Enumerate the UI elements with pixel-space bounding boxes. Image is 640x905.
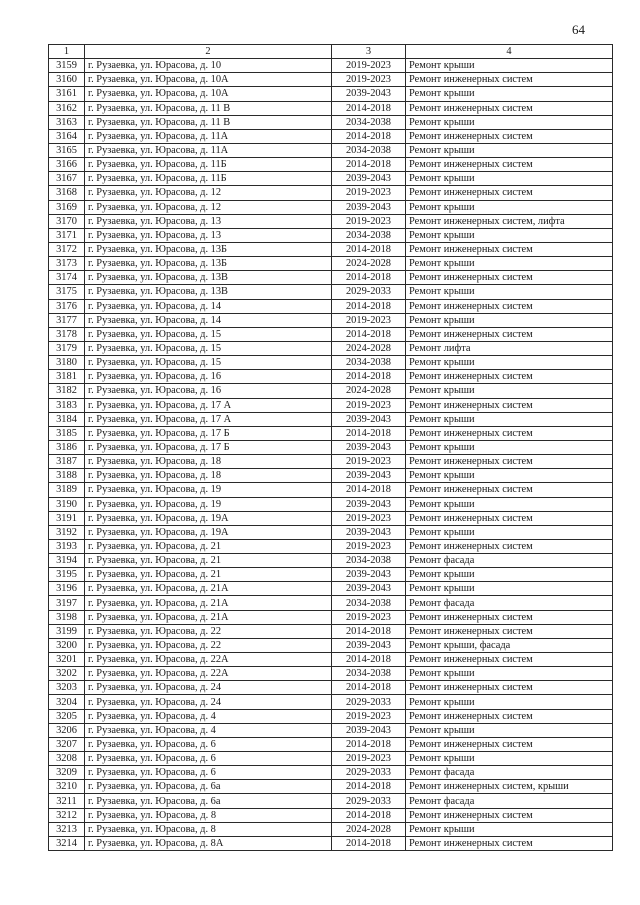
work-type-cell: Ремонт инженерных систем — [406, 101, 613, 115]
address-cell: г. Рузаевка, ул. Юрасова, д. 4 — [85, 723, 332, 737]
row-number: 3191 — [49, 511, 85, 525]
address-cell: г. Рузаевка, ул. Юрасова, д. 19А — [85, 511, 332, 525]
period-cell: 2039-2043 — [332, 525, 406, 539]
address-cell: г. Рузаевка, ул. Юрасова, д. 21 — [85, 568, 332, 582]
table-row — [49, 808, 613, 822]
column-header-number: 1 — [49, 45, 85, 59]
work-type-cell: Ремонт крыши — [406, 667, 613, 681]
address-cell: г. Рузаевка, ул. Юрасова, д. 13В — [85, 271, 332, 285]
work-type-cell: Ремонт инженерных систем — [406, 709, 613, 723]
address-cell: г. Рузаевка, ул. Юрасова, д. 10А — [85, 73, 332, 87]
period-cell: 2014-2018 — [332, 808, 406, 822]
work-type-cell: Ремонт крыши — [406, 440, 613, 454]
period-cell: 2039-2043 — [332, 469, 406, 483]
row-number: 3190 — [49, 497, 85, 511]
work-type-cell: Ремонт крыши — [406, 525, 613, 539]
period-cell: 2019-2023 — [332, 313, 406, 327]
row-number: 3185 — [49, 426, 85, 440]
row-number: 3182 — [49, 384, 85, 398]
table-row — [49, 596, 613, 610]
work-type-cell: Ремонт инженерных систем — [406, 737, 613, 751]
period-cell: 2014-2018 — [332, 624, 406, 638]
row-number: 3164 — [49, 129, 85, 143]
work-type-cell: Ремонт крыши — [406, 228, 613, 242]
row-number: 3195 — [49, 568, 85, 582]
period-cell: 2019-2023 — [332, 59, 406, 73]
address-cell: г. Рузаевка, ул. Юрасова, д. 12 — [85, 186, 332, 200]
address-cell: г. Рузаевка, ул. Юрасова, д. 17 А — [85, 412, 332, 426]
period-cell: 2019-2023 — [332, 752, 406, 766]
table-row — [49, 695, 613, 709]
address-cell: г. Рузаевка, ул. Юрасова, д. 22А — [85, 653, 332, 667]
address-cell: г. Рузаевка, ул. Юрасова, д. 22 — [85, 638, 332, 652]
row-number: 3212 — [49, 808, 85, 822]
period-cell: 2014-2018 — [332, 242, 406, 256]
work-type-cell: Ремонт инженерных систем — [406, 271, 613, 285]
work-type-cell: Ремонт инженерных систем — [406, 511, 613, 525]
table-row — [49, 455, 613, 469]
work-type-cell: Ремонт лифта — [406, 341, 613, 355]
work-type-cell: Ремонт инженерных систем — [406, 370, 613, 384]
row-number: 3201 — [49, 653, 85, 667]
work-type-cell: Ремонт инженерных систем — [406, 129, 613, 143]
work-type-cell: Ремонт инженерных систем, лифта — [406, 214, 613, 228]
row-number: 3183 — [49, 398, 85, 412]
row-number: 3211 — [49, 794, 85, 808]
address-cell: г. Рузаевка, ул. Юрасова, д. 10 — [85, 59, 332, 73]
work-type-cell: Ремонт инженерных систем — [406, 624, 613, 638]
period-cell: 2029-2033 — [332, 766, 406, 780]
table-row — [49, 624, 613, 638]
row-number: 3178 — [49, 327, 85, 341]
row-number: 3176 — [49, 299, 85, 313]
row-number: 3163 — [49, 115, 85, 129]
row-number: 3184 — [49, 412, 85, 426]
row-number: 3174 — [49, 271, 85, 285]
row-number: 3160 — [49, 73, 85, 87]
period-cell: 2019-2023 — [332, 455, 406, 469]
address-cell: г. Рузаевка, ул. Юрасова, д. 11А — [85, 129, 332, 143]
address-cell: г. Рузаевка, ул. Юрасова, д. 6 — [85, 737, 332, 751]
row-number: 3168 — [49, 186, 85, 200]
work-type-cell: Ремонт инженерных систем — [406, 539, 613, 553]
period-cell: 2014-2018 — [332, 158, 406, 172]
row-number: 3179 — [49, 341, 85, 355]
row-number: 3203 — [49, 681, 85, 695]
address-cell: г. Рузаевка, ул. Юрасова, д. 17 Б — [85, 426, 332, 440]
work-type-cell: Ремонт инженерных систем — [406, 681, 613, 695]
row-number: 3187 — [49, 455, 85, 469]
period-cell: 2039-2043 — [332, 638, 406, 652]
address-cell: г. Рузаевка, ул. Юрасова, д. 8 — [85, 822, 332, 836]
address-cell: г. Рузаевка, ул. Юрасова, д. 24 — [85, 695, 332, 709]
work-type-cell: Ремонт крыши, фасада — [406, 638, 613, 652]
period-cell: 2019-2023 — [332, 511, 406, 525]
row-number: 3199 — [49, 624, 85, 638]
address-cell: г. Рузаевкa, ул. Юрасова, д. 8 — [85, 808, 332, 822]
period-cell: 2034-2038 — [332, 143, 406, 157]
period-cell: 2014-2018 — [332, 681, 406, 695]
table-row — [49, 723, 613, 737]
row-number: 3200 — [49, 638, 85, 652]
period-cell: 2029-2033 — [332, 695, 406, 709]
work-type-cell: Ремонт крыши — [406, 497, 613, 511]
table-row — [49, 257, 613, 271]
address-cell: г. Рузаевка, ул. Юрасова, д. 11Б — [85, 172, 332, 186]
table-row — [49, 242, 613, 256]
address-cell: г. Рузаевка, ул. Юрасова, д. 24 — [85, 681, 332, 695]
address-cell: г. Рузаевка, ул. Юрасова, д. 6а — [85, 780, 332, 794]
period-cell: 2019-2023 — [332, 610, 406, 624]
work-type-cell: Ремонт крыши — [406, 257, 613, 271]
period-cell: 2034-2038 — [332, 115, 406, 129]
table-row — [49, 554, 613, 568]
row-number: 3196 — [49, 582, 85, 596]
row-number: 3194 — [49, 554, 85, 568]
address-cell: г. Рузаевка, ул. Юрасова, д. 13 — [85, 214, 332, 228]
table-row — [49, 186, 613, 200]
row-number: 3188 — [49, 469, 85, 483]
address-cell: г. Рузаевка, ул. Юрасова, д. 14 — [85, 313, 332, 327]
table-row — [49, 440, 613, 454]
period-cell: 2039-2043 — [332, 412, 406, 426]
row-number: 3171 — [49, 228, 85, 242]
work-type-cell: Ремонт крыши — [406, 285, 613, 299]
address-cell: г. Рузаевка, ул. Юрасова, д. 13 — [85, 228, 332, 242]
address-cell: г. Рузаевка, ул. Юрасова, д. 13Б — [85, 242, 332, 256]
period-cell: 2014-2018 — [332, 426, 406, 440]
address-cell: г. Рузаевка, ул. Юрасова, д. 6а — [85, 794, 332, 808]
address-cell: г. Рузаевка, ул. Юрасова, д. 21 — [85, 554, 332, 568]
table-row — [49, 822, 613, 836]
row-number: 3181 — [49, 370, 85, 384]
work-type-cell: Ремонт крыши — [406, 384, 613, 398]
period-cell: 2019-2023 — [332, 539, 406, 553]
period-cell: 2034-2038 — [332, 667, 406, 681]
period-cell: 2019-2023 — [332, 709, 406, 723]
work-type-cell: Ремонт инженерных систем — [406, 808, 613, 822]
table-row — [49, 752, 613, 766]
work-type-cell: Ремонт инженерных систем — [406, 483, 613, 497]
work-type-cell: Ремонт инженерных систем — [406, 426, 613, 440]
period-cell: 2029-2033 — [332, 285, 406, 299]
period-cell: 2039-2043 — [332, 172, 406, 186]
table-header-row — [49, 45, 613, 59]
period-cell: 2039-2043 — [332, 497, 406, 511]
period-cell: 2039-2043 — [332, 582, 406, 596]
address-cell: г. Рузаевка, ул. Юрасова, д. 11А — [85, 143, 332, 157]
work-type-cell: Ремонт фасада — [406, 596, 613, 610]
row-number: 3173 — [49, 257, 85, 271]
column-header-address: 2 — [85, 45, 332, 59]
table-row — [49, 568, 613, 582]
table-row — [49, 101, 613, 115]
table-row — [49, 412, 613, 426]
table-row — [49, 228, 613, 242]
address-cell: г. Рузаевка, ул. Юрасова, д. 15 — [85, 327, 332, 341]
address-cell: г. Рузаевка, ул. Юрасова, д. 17 А — [85, 398, 332, 412]
table-row — [49, 709, 613, 723]
address-cell: г. Рузаевка, ул. Юрасова, д. 19 — [85, 497, 332, 511]
table-row — [49, 59, 613, 73]
period-cell: 2019-2023 — [332, 186, 406, 200]
row-number: 3165 — [49, 143, 85, 157]
period-cell: 2014-2018 — [332, 737, 406, 751]
period-cell: 2024-2028 — [332, 822, 406, 836]
table-row — [49, 582, 613, 596]
period-cell: 2039-2043 — [332, 87, 406, 101]
period-cell: 2034-2038 — [332, 356, 406, 370]
row-number: 3208 — [49, 752, 85, 766]
table-row — [49, 398, 613, 412]
work-type-cell: Ремонт крыши — [406, 469, 613, 483]
period-cell: 2014-2018 — [332, 483, 406, 497]
table-row — [49, 129, 613, 143]
period-cell: 2039-2043 — [332, 200, 406, 214]
row-number: 3210 — [49, 780, 85, 794]
row-number: 3214 — [49, 836, 85, 850]
address-cell: г. Рузаевка, ул. Юрасова, д. 12 — [85, 200, 332, 214]
row-number: 3186 — [49, 440, 85, 454]
address-cell: г. Рузаевка, ул. Юрасова, д. 11Б — [85, 158, 332, 172]
table-row — [49, 214, 613, 228]
table-row — [49, 737, 613, 751]
work-type-cell: Ремонт инженерных систем — [406, 242, 613, 256]
address-cell: г. Рузаевка, ул. Юрасова, д. 18 — [85, 455, 332, 469]
period-cell: 2034-2038 — [332, 596, 406, 610]
table-row — [49, 653, 613, 667]
work-type-cell: Ремонт фасада — [406, 794, 613, 808]
address-cell: г. Рузаевка, ул. Юрасова, д. 21А — [85, 596, 332, 610]
address-cell: г. Рузаевка, ул. Юрасова, д. 6 — [85, 752, 332, 766]
address-cell: г. Рузаевка, ул. Юрасова, д. 6 — [85, 766, 332, 780]
work-type-cell: Ремонт крыши — [406, 723, 613, 737]
address-cell: г. Рузаевка, ул. Юрасова, д. 8А — [85, 836, 332, 850]
address-cell: г. Рузаевка, ул. Юрасова, д. 18 — [85, 469, 332, 483]
row-number: 3202 — [49, 667, 85, 681]
address-cell: г. Рузаевка, ул. Юрасова, д. 4 — [85, 709, 332, 723]
table-row — [49, 384, 613, 398]
row-number: 3167 — [49, 172, 85, 186]
table-row — [49, 794, 613, 808]
table-row — [49, 539, 613, 553]
address-cell: г. Рузаевка, ул. Юрасова, д. 14 — [85, 299, 332, 313]
row-number: 3205 — [49, 709, 85, 723]
row-number: 3198 — [49, 610, 85, 624]
table-row — [49, 143, 613, 157]
table-row — [49, 73, 613, 87]
address-cell: г. Рузаевка, ул. Юрасова, д. 10А — [85, 87, 332, 101]
work-type-cell: Ремонт крыши — [406, 582, 613, 596]
table-row — [49, 87, 613, 101]
address-cell: г. Рузаевка, ул. Юрасова, д. 19А — [85, 525, 332, 539]
table-row — [49, 341, 613, 355]
table-row — [49, 469, 613, 483]
table-row — [49, 426, 613, 440]
period-cell: 2034-2038 — [332, 554, 406, 568]
table-row — [49, 780, 613, 794]
table-row — [49, 158, 613, 172]
work-type-cell: Ремонт инженерных систем — [406, 327, 613, 341]
work-type-cell: Ремонт крыши — [406, 200, 613, 214]
period-cell: 2024-2028 — [332, 341, 406, 355]
address-cell: г. Рузаевка, ул. Юрасова, д. 16 — [85, 370, 332, 384]
address-cell: г. Рузаевка, ул. Юрасова, д. 21А — [85, 582, 332, 596]
table-row — [49, 313, 613, 327]
column-header-period: 3 — [332, 45, 406, 59]
work-type-cell: Ремонт крыши — [406, 313, 613, 327]
table-body — [49, 59, 613, 851]
table-row — [49, 525, 613, 539]
work-type-cell: Ремонт инженерных систем — [406, 158, 613, 172]
work-type-cell: Ремонт крыши — [406, 172, 613, 186]
period-cell: 2029-2033 — [332, 794, 406, 808]
work-type-cell: Ремонт крыши — [406, 752, 613, 766]
table-row — [49, 172, 613, 186]
address-cell: г. Рузаевка, ул. Юрасова, д. 22А — [85, 667, 332, 681]
period-cell: 2024-2028 — [332, 384, 406, 398]
repair-schedule-table — [48, 44, 613, 851]
table-row — [49, 271, 613, 285]
table-row — [49, 681, 613, 695]
period-cell: 2019-2023 — [332, 73, 406, 87]
address-cell: г. Рузаевка, ул. Юрасова, д. 22 — [85, 624, 332, 638]
period-cell: 2014-2018 — [332, 370, 406, 384]
work-type-cell: Ремонт инженерных систем — [406, 73, 613, 87]
address-cell: г. Рузаевка, ул. Юрасова, д. 15 — [85, 341, 332, 355]
address-cell: г. Рузаевка, ул. Юрасова, д. 19 — [85, 483, 332, 497]
work-type-cell: Ремонт инженерных систем — [406, 610, 613, 624]
page-number: 64 — [572, 22, 585, 37]
table-row — [49, 511, 613, 525]
work-type-cell: Ремонт крыши — [406, 87, 613, 101]
row-number: 3206 — [49, 723, 85, 737]
address-cell: г. Рузаевка, ул. Юрасова, д. 21 — [85, 539, 332, 553]
period-cell: 2019-2023 — [332, 214, 406, 228]
work-type-cell: Ремонт инженерных систем — [406, 836, 613, 850]
row-number: 3172 — [49, 242, 85, 256]
table-row — [49, 370, 613, 384]
period-cell: 2019-2023 — [332, 398, 406, 412]
table-row — [49, 356, 613, 370]
row-number: 3177 — [49, 313, 85, 327]
work-type-cell: Ремонт инженерных систем — [406, 299, 613, 313]
address-cell: г. Рузаевка, ул. Юрасова, д. 13Б — [85, 257, 332, 271]
row-number: 3193 — [49, 539, 85, 553]
row-number: 3189 — [49, 483, 85, 497]
work-type-cell: Ремонт крыши — [406, 568, 613, 582]
address-cell: г. Рузаевка, ул. Юрасова, д. 15 — [85, 356, 332, 370]
work-type-cell: Ремонт фасада — [406, 766, 613, 780]
work-type-cell: Ремонт инженерных систем, крыши — [406, 780, 613, 794]
table-row — [49, 766, 613, 780]
period-cell: 2039-2043 — [332, 568, 406, 582]
work-type-cell: Ремонт крыши — [406, 356, 613, 370]
row-number: 3159 — [49, 59, 85, 73]
address-cell: г. Рузаевка, ул. Юрасова, д. 13В — [85, 285, 332, 299]
address-cell: г. Рузаевка, ул. Юрасова, д. 21А — [85, 610, 332, 624]
period-cell: 2014-2018 — [332, 780, 406, 794]
period-cell: 2014-2018 — [332, 836, 406, 850]
period-cell: 2014-2018 — [332, 299, 406, 313]
column-header-work-type: 4 — [406, 45, 613, 59]
table-row — [49, 115, 613, 129]
row-number: 3180 — [49, 356, 85, 370]
table-row — [49, 610, 613, 624]
row-number: 3209 — [49, 766, 85, 780]
row-number: 3204 — [49, 695, 85, 709]
table-row — [49, 497, 613, 511]
row-number: 3213 — [49, 822, 85, 836]
address-cell: г. Рузаевка, ул. Юрасова, д. 11 В — [85, 115, 332, 129]
period-cell: 2014-2018 — [332, 653, 406, 667]
row-number: 3166 — [49, 158, 85, 172]
table-row — [49, 836, 613, 850]
period-cell: 2034-2038 — [332, 228, 406, 242]
row-number: 3170 — [49, 214, 85, 228]
period-cell: 2014-2018 — [332, 271, 406, 285]
row-number: 3162 — [49, 101, 85, 115]
row-number: 3161 — [49, 87, 85, 101]
row-number: 3207 — [49, 737, 85, 751]
work-type-cell: Ремонт крыши — [406, 59, 613, 73]
work-type-cell: Ремонт крыши — [406, 412, 613, 426]
row-number: 3192 — [49, 525, 85, 539]
period-cell: 2014-2018 — [332, 129, 406, 143]
table-row — [49, 667, 613, 681]
work-type-cell: Ремонт крыши — [406, 143, 613, 157]
work-type-cell: Ремонт фасада — [406, 554, 613, 568]
row-number: 3197 — [49, 596, 85, 610]
address-cell: г. Рузаевка, ул. Юрасова, д. 16 — [85, 384, 332, 398]
table-row — [49, 638, 613, 652]
table-row — [49, 327, 613, 341]
work-type-cell: Ремонт крыши — [406, 695, 613, 709]
work-type-cell: Ремонт инженерных систем — [406, 653, 613, 667]
table-row — [49, 200, 613, 214]
row-number: 3175 — [49, 285, 85, 299]
row-number: 3169 — [49, 200, 85, 214]
work-type-cell: Ремонт инженерных систем — [406, 398, 613, 412]
period-cell: 2024-2028 — [332, 257, 406, 271]
address-cell: г. Рузаевка, ул. Юрасова, д. 11 В — [85, 101, 332, 115]
work-type-cell: Ремонт инженерных систем — [406, 186, 613, 200]
table-row — [49, 483, 613, 497]
period-cell: 2039-2043 — [332, 440, 406, 454]
work-type-cell: Ремонт крыши — [406, 822, 613, 836]
work-type-cell: Ремонт инженерных систем — [406, 455, 613, 469]
period-cell: 2014-2018 — [332, 327, 406, 341]
period-cell: 2014-2018 — [332, 101, 406, 115]
address-cell: г. Рузаевка, ул. Юрасова, д. 17 Б — [85, 440, 332, 454]
table-row — [49, 285, 613, 299]
table-row — [49, 299, 613, 313]
work-type-cell: Ремонт крыши — [406, 115, 613, 129]
period-cell: 2039-2043 — [332, 723, 406, 737]
